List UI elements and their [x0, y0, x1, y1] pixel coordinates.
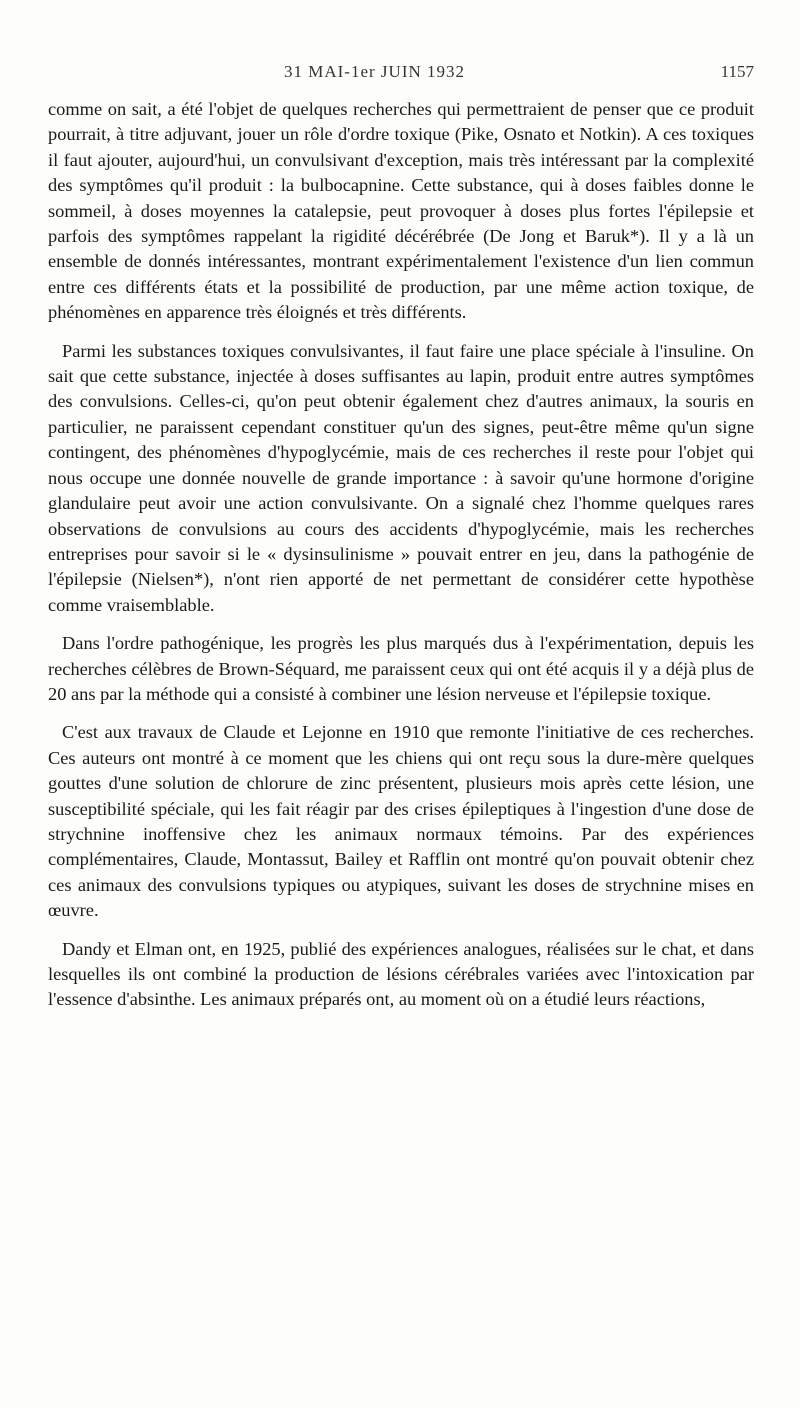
- paragraph: Dans l'ordre pathogénique, les progrès les plus marqués dus à l'expérimentation, depuis les recherches célèbres de Brown-Séquard, me paraissent ceux qui ont été acquis il y a déjà plus de 20 ans par la méthode qui a consisté à combiner une lésion nerveuse et l'épilepsie toxique.: [48, 633, 754, 704]
- paragraph: comme on sait, a été l'objet de quelques recherches qui permettraient de penser que ce produit pourrait, à titre adjuvant, jouer un rôle d'ordre toxique (Pike, Osnato et Notkin). A ces toxiques il faut ajouter, aujourd'hui, un convulsivant d'exception, mais très intéressant par la complexité des symptômes qu'il produit : la bulbocapnine. Cette substance, qui à doses faibles donne le sommeil, à doses moyennes la catalepsie, peut provoquer à doses plus fortes l'épilepsie et parfois des symptômes rappelant la rigidité décérébrée (De Jong et Baruk*). Il y a là un ensemble de donnés intéressantes, montrant expérimentalement l'existence d'un lien commun entre ces différents états et la possibilité de production, par une même action toxique, de phénomènes en apparence très éloignés et très différents.: [48, 99, 754, 323]
- page-number: 1157: [720, 62, 754, 81]
- paragraph: Parmi les substances toxiques convulsivantes, il faut faire une place spéciale à l'insuline. On sait que cette substance, injectée à doses suffisantes au lapin, produit entre autres symptômes des convulsions. Celles-ci, qu'on peut obtenir également chez d'autres animaux, la souris en particulier, ne paraissent cependant constituer qu'un des signes, peut-être même qu'un signe contingent, des phénomènes d'hypoglycémie, mais de ces recherches il reste pour l'objet qui nous occupe une donnée nouvelle de grande importance : à savoir qu'une hormone d'origine glandulaire peut avoir une action convulsivante. On a signalé chez l'homme quelques rares observations de convulsions au cours des accidents d'hypoglycémie, mais les recherches entreprises pour savoir si le « dysinsulinisme » pouvait entrer en jeu, dans la pathogénie de l'épilepsie (Nielsen*), n'ont rien apporté de net permettant de considérer cette hypothèse comme vraisemblable.: [48, 340, 754, 615]
- paragraph: C'est aux travaux de Claude et Lejonne en 1910 que remonte l'initiative de ces recherches. Ces auteurs ont montré à ce moment que les chiens qui ont reçu sous la dure-mère quelques gouttes d'une solution de chlorure de zinc présentent, plusieurs mois après cette lésion, une susceptibilité spéciale, qui les fait réagir par des crises épileptiques à l'ingestion d'une dose de strychnine inoffensive chez les animaux normaux témoins. Par des expériences complémentaires, Claude, Montassut, Bailey et Rafflin ont montré qu'on pouvait obtenir chez ces animaux des convulsions typiques ou atypiques, suivant les doses de strychnine mises en œuvre.: [48, 722, 754, 921]
- running-title: 31 MAI-1er JUIN 1932: [284, 62, 466, 81]
- body-text: [48, 97, 754, 1013]
- page-header: [48, 62, 754, 90]
- paragraph: Dandy et Elman ont, en 1925, publié des expériences analogues, réalisées sur le chat, et dans lesquelles ils ont combiné la production de lésions cérébrales variées avec l'intoxication par l'essence d'absinthe. Les animaux préparés ont, au moment où on a étudié leurs réactions,: [48, 938, 754, 1010]
